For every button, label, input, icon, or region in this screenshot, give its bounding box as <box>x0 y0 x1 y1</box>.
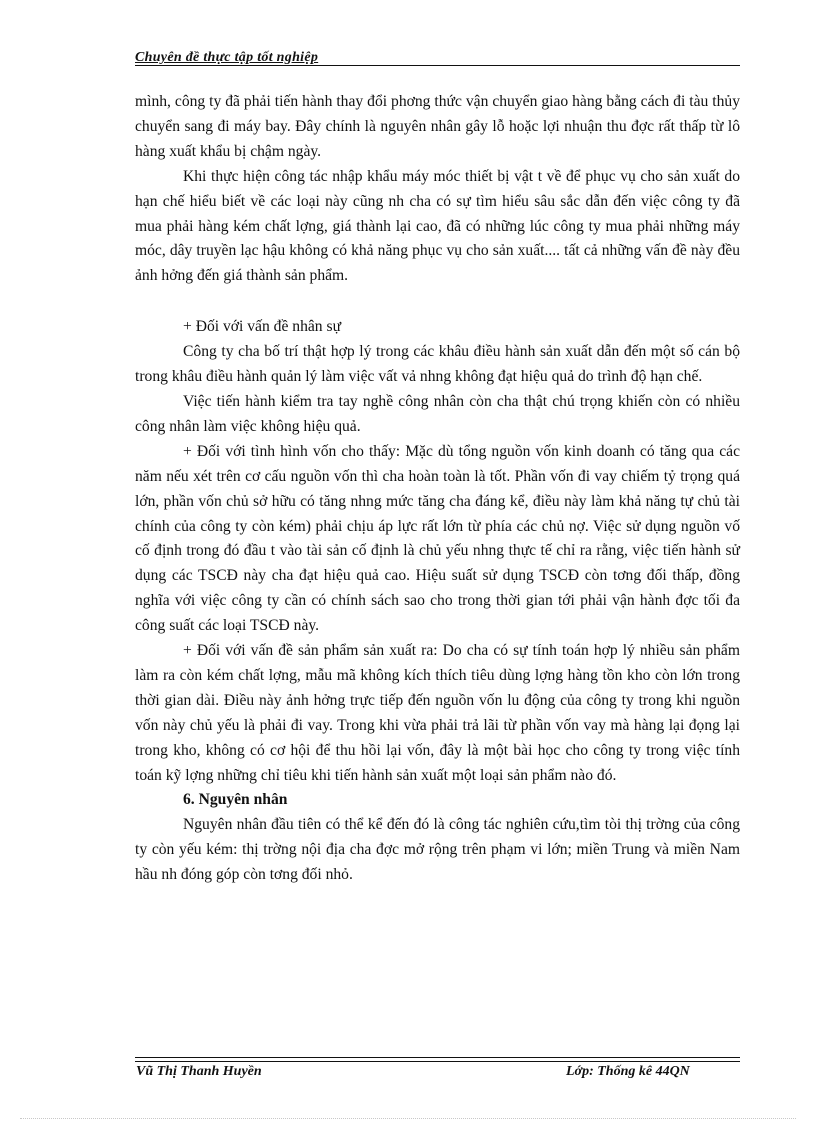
footer-divider <box>135 1057 740 1058</box>
footer-divider-thin <box>135 1061 740 1062</box>
paragraph-capital: + Đối với tình hình vốn cho thấy: Mặc dù tổng nguồn vốn kinh doanh có tăng qua các năm nếu xét trên cơ cấu nguồn vốn thì cha hoàn toàn là tốt. Phần vốn đi vay chiếm tỷ trọng quá lớn, phần vốn chủ sở hữu có tăng nhng mức tăng cha đáng kể, điều này làm khả năng tự chủ tài chính của công ty còn kém) phải chịu áp lực rất lớn từ phía các chủ nợ. Việc sử dụng nguồn vố cố định trong đó đầu t vào tài sản cố định là chủ yếu nhng thực tế chỉ ra rằng, việc tiến hành sử dụng các TSCĐ này cha đạt hiệu quả cao. Hiệu suất sử dụng TSCĐ còn tơng đối thấp, đồng nghĩa với việc công ty cần có chính sách sao cho trong thời gian tới phải vận hành đợc tối đa công suất các loại TSCĐ này. <box>135 442 740 635</box>
footer-class: Lớp: Thống kê 44QN <box>566 1064 690 1079</box>
document-body <box>135 90 740 888</box>
footer-author: Vũ Thị Thanh Huyền <box>136 1064 262 1079</box>
page-header-title: Chuyên đề thực tập tốt nghiệp <box>135 50 319 65</box>
section-heading-causes: 6. Nguyên nhân <box>183 791 288 809</box>
paragraph-continued: mình, công ty đã phải tiến hành thay đổi phơng thức vận chuyển giao hàng bằng cách đi tàu thủy chuyển sang đi máy bay. Đây chính là nguyên nhân gây lỗ hoặc lợi nhuận thu đợc rất thấp từ lô hàng xuất khẩu bị chậm ngày. <box>135 93 740 160</box>
paragraph-products: + Đối với vấn đề sản phẩm sản xuất ra: Do cha có sự tính toán hợp lý nhiều sản phẩm làm ra còn kém chất lợng, mẫu mã không kích thích tiêu dùng lợng hàng tồn kho còn lớn trong thời gian dài. Điều này ảnh hởng trực tiếp đến nguồn vốn lu động của công ty trong khi nguồn vốn này chủ yếu là phải đi vay. Trong khi vừa phải trả lãi từ phần vốn vay mà hàng lại đọng lại trong kho, không có cơ hội để thu hồi lại vốn, đây là một bài học cho công ty trong việc tính toán kỹ lợng những chỉ tiêu khi tiến hành sản xuất một loại sản phẩm nào đó. <box>135 642 740 784</box>
paragraph-equipment-import: Khi thực hiện công tác nhập khẩu máy móc thiết bị vật t về để phục vụ cho sản xuất do hạn chế hiểu biết về các loại này cũng nh cha có sự tìm hiểu sâu sắc dẫn đến việc công ty đã mua phải hàng kém chất lợng, giá thành lại cao, đã có những lúc công ty mua phải những máy móc, dây truyền lạc hậu không có khả năng phục vụ cho sản xuất.... tất cả những vấn đề này đều ảnh hởng đến giá thành sản phẩm. <box>135 167 740 285</box>
paragraph-causes: Nguyên nhân đầu tiên có thể kể đến đó là công tác nghiên cứu,tìm tòi thị trờng của công ty còn yếu kém: thị trờng nội địa cha đợc mở rộng trên phạm vi lớn; miền Trung và miền Nam hầu nh đóng góp còn tơng đối nhỏ. <box>135 816 740 884</box>
subheading-personnel: + Đối với vấn đề nhân sự <box>183 318 342 336</box>
page-edge-dotted-line <box>20 1118 796 1119</box>
paragraph-spacer <box>135 289 740 315</box>
paragraph-worker-skills: Việc tiến hành kiểm tra tay nghề công nhân còn cha thật chú trọng khiến còn có nhiều công nhân làm việc không hiệu quả. <box>135 392 740 435</box>
header-divider <box>135 65 740 66</box>
paragraph-personnel: Công ty cha bố trí thật hợp lý trong các khâu điều hành sản xuất dẫn đến một số cán bộ trong khâu điều hành quản lý làm việc vất vả nhng không đạt hiệu quả do trình độ hạn chế. <box>135 343 740 386</box>
